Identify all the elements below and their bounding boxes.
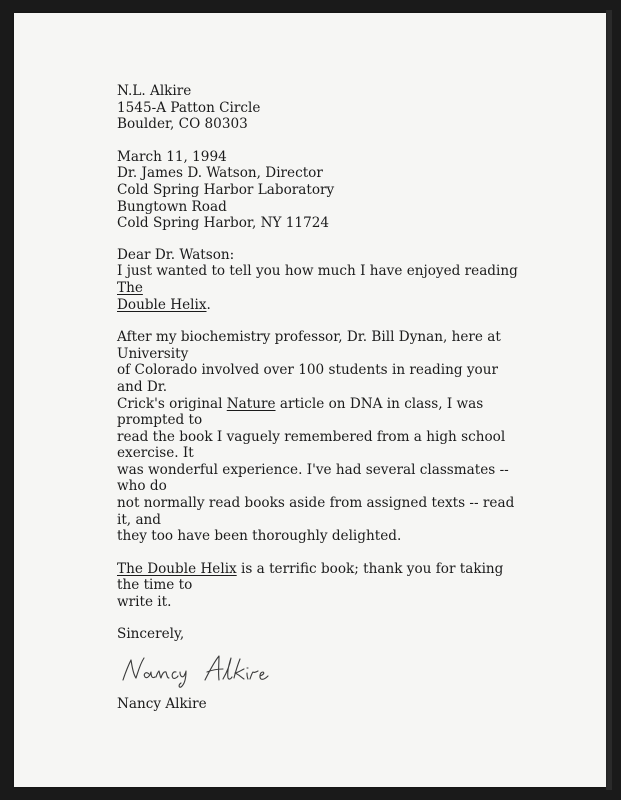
recipient-line-4: Cold Spring Harbor, NY 11724: [117, 215, 330, 232]
paragraph-2-line-4: read the book I vaguely remembered from a high school exercise. It: [117, 428, 506, 462]
closing: Sincerely,: [117, 625, 185, 642]
recipient-address: [117, 165, 527, 231]
sender-address: [117, 83, 527, 133]
signature-drawing: [119, 652, 289, 688]
sender-city: Boulder, CO 80303: [117, 116, 248, 133]
paragraph-1-end: .: [206, 296, 211, 313]
journal-title: Nature: [226, 395, 276, 412]
recipient-line-2: Cold Spring Harbor Laboratory: [117, 181, 335, 198]
book-title-part-2: Double Helix: [117, 296, 207, 313]
salutation: Dear Dr. Watson:: [117, 246, 235, 263]
paragraph-2-line-3b: article on DNA in class, I was prompted to: [117, 395, 484, 429]
paragraph-2-line-1: After my biochemistry professor, Dr. Bill Dynan, here at University: [117, 329, 501, 362]
paper-edge: [606, 10, 612, 790]
recipient-line-3: Bungtown Road: [117, 198, 227, 215]
paragraph-3: [117, 561, 527, 611]
book-title-part-1: The: [117, 279, 143, 296]
paragraph-1: [117, 263, 527, 313]
typed-name: Nancy Alkire: [117, 696, 207, 713]
letter-date: March 11, 1994: [117, 148, 227, 165]
paragraph-3-line-1: is a terrific book; thank you for taking the time to: [117, 560, 504, 594]
paragraph-2: [117, 329, 527, 545]
paragraph-3-line-2: write it.: [117, 594, 172, 611]
recipient-line-1: Dr. James D. Watson, Director: [117, 165, 323, 182]
paragraph-2-line-3a: Crick's original: [117, 395, 227, 412]
paragraph-2-line-5: was wonderful experience. I've had several classmates -- who do: [117, 461, 509, 495]
sender-name: N.L. Alkire: [117, 83, 192, 99]
paragraph-2-line-7: they too have been thoroughly delighted.: [117, 528, 402, 545]
book-title: The Double Helix: [117, 560, 237, 577]
paragraph-2-line-2: of Colorado involved over 100 students in reading your and Dr.: [117, 362, 498, 395]
letter-body: [117, 83, 527, 713]
paragraph-1-text: I just wanted to tell you how much I have enjoyed reading: [117, 263, 518, 280]
sender-street: 1545-A Patton Circle: [117, 99, 261, 116]
handwritten-signature: [117, 652, 527, 688]
paragraph-2-line-6: not normally read books aside from assigned texts -- read it, and: [117, 495, 515, 528]
